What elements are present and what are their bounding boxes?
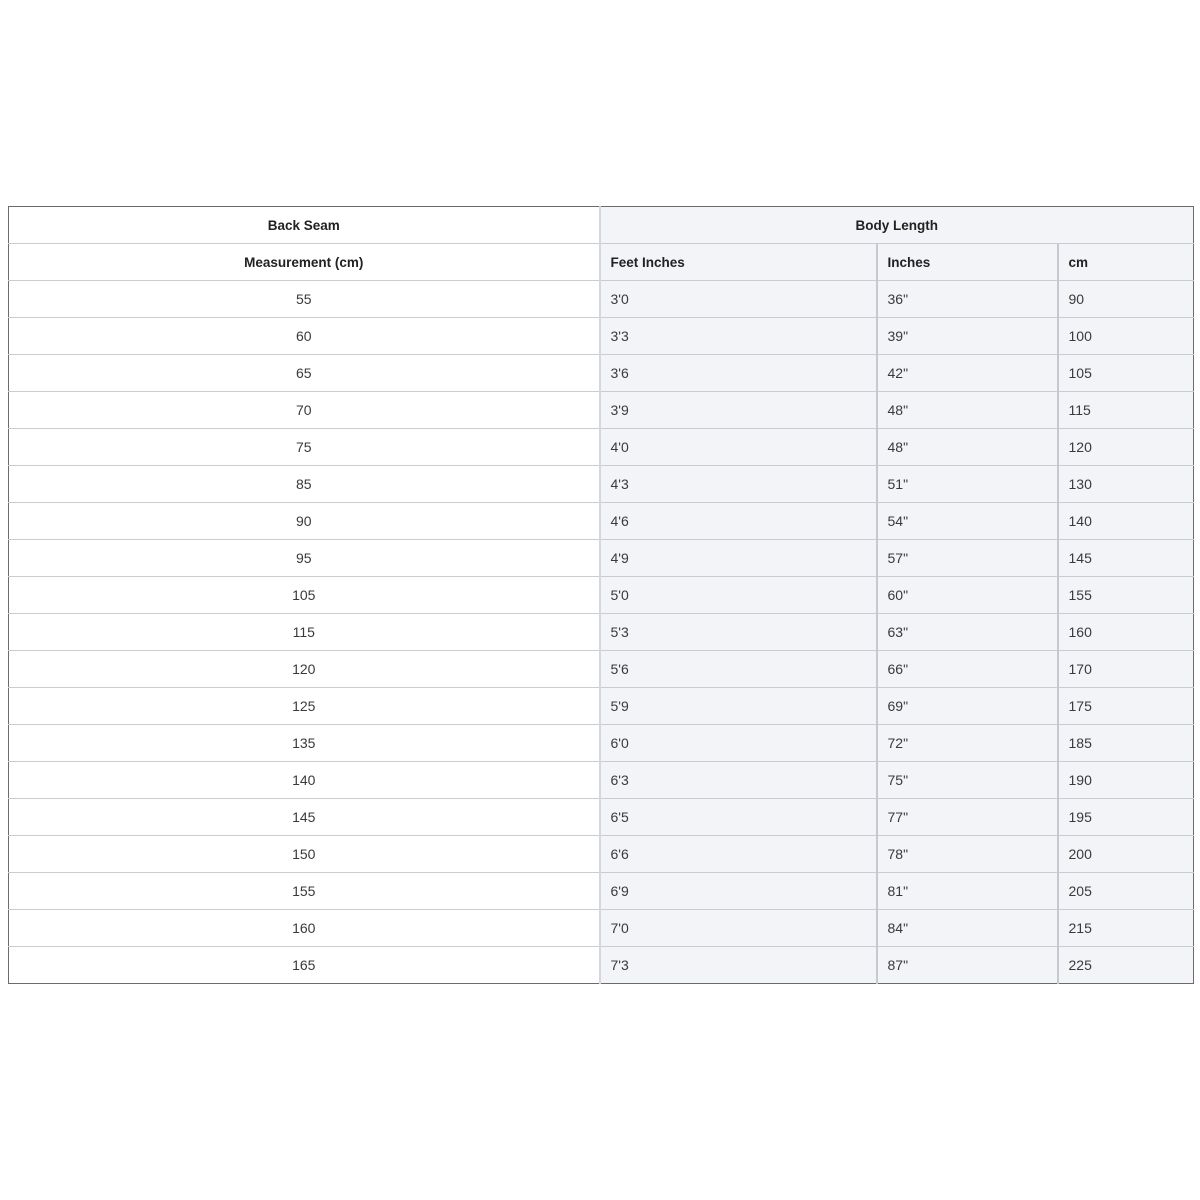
cm-cell: 205 xyxy=(1058,873,1194,910)
inches-cell: 81" xyxy=(877,873,1058,910)
back-seam-cell: 115 xyxy=(9,614,600,651)
cm-cell: 215 xyxy=(1058,910,1194,947)
inches-cell: 54" xyxy=(877,503,1058,540)
table-row xyxy=(9,725,1194,762)
back-seam-cell: 150 xyxy=(9,836,600,873)
table-row xyxy=(9,392,1194,429)
feet-inches-column-header: Feet Inches xyxy=(600,244,877,281)
inches-cell: 39" xyxy=(877,318,1058,355)
back-seam-cell: 65 xyxy=(9,355,600,392)
feet-inches-cell: 7'0 xyxy=(600,910,877,947)
inches-cell: 60" xyxy=(877,577,1058,614)
inches-cell: 63" xyxy=(877,614,1058,651)
feet-inches-cell: 4'0 xyxy=(600,429,877,466)
cm-cell: 100 xyxy=(1058,318,1194,355)
inches-cell: 51" xyxy=(877,466,1058,503)
back-seam-cell: 145 xyxy=(9,799,600,836)
back-seam-header: Back Seam xyxy=(9,207,600,244)
back-seam-cell: 75 xyxy=(9,429,600,466)
feet-inches-cell: 4'3 xyxy=(600,466,877,503)
table-row xyxy=(9,429,1194,466)
back-seam-cell: 55 xyxy=(9,281,600,318)
inches-cell: 66" xyxy=(877,651,1058,688)
inches-cell: 57" xyxy=(877,540,1058,577)
cm-cell: 175 xyxy=(1058,688,1194,725)
feet-inches-cell: 4'6 xyxy=(600,503,877,540)
table-row xyxy=(9,799,1194,836)
back-seam-cell: 160 xyxy=(9,910,600,947)
back-seam-cell: 70 xyxy=(9,392,600,429)
table-row xyxy=(9,614,1194,651)
feet-inches-cell: 6'9 xyxy=(600,873,877,910)
table-row xyxy=(9,355,1194,392)
cm-cell: 120 xyxy=(1058,429,1194,466)
feet-inches-cell: 7'3 xyxy=(600,947,877,984)
cm-cell: 155 xyxy=(1058,577,1194,614)
table-row xyxy=(9,503,1194,540)
cm-cell: 200 xyxy=(1058,836,1194,873)
inches-cell: 84" xyxy=(877,910,1058,947)
cm-cell: 130 xyxy=(1058,466,1194,503)
cm-cell: 90 xyxy=(1058,281,1194,318)
size-chart-table xyxy=(8,206,1194,984)
back-seam-cell: 125 xyxy=(9,688,600,725)
back-seam-cell: 105 xyxy=(9,577,600,614)
cm-cell: 115 xyxy=(1058,392,1194,429)
feet-inches-cell: 6'0 xyxy=(600,725,877,762)
cm-column-header: cm xyxy=(1058,244,1194,281)
cm-cell: 140 xyxy=(1058,503,1194,540)
table-row xyxy=(9,651,1194,688)
size-chart-body xyxy=(9,281,1194,984)
table-row xyxy=(9,947,1194,984)
back-seam-cell: 155 xyxy=(9,873,600,910)
table-row xyxy=(9,762,1194,799)
inches-cell: 48" xyxy=(877,392,1058,429)
feet-inches-cell: 6'5 xyxy=(600,799,877,836)
feet-inches-cell: 4'9 xyxy=(600,540,877,577)
cm-cell: 145 xyxy=(1058,540,1194,577)
feet-inches-cell: 5'6 xyxy=(600,651,877,688)
inches-cell: 72" xyxy=(877,725,1058,762)
table-row xyxy=(9,688,1194,725)
cm-cell: 170 xyxy=(1058,651,1194,688)
group-header-row xyxy=(9,207,1194,244)
table-row xyxy=(9,836,1194,873)
inches-cell: 78" xyxy=(877,836,1058,873)
back-seam-cell: 120 xyxy=(9,651,600,688)
cm-cell: 160 xyxy=(1058,614,1194,651)
back-seam-cell: 135 xyxy=(9,725,600,762)
inches-cell: 87" xyxy=(877,947,1058,984)
inches-cell: 36" xyxy=(877,281,1058,318)
back-seam-cell: 165 xyxy=(9,947,600,984)
feet-inches-cell: 3'0 xyxy=(600,281,877,318)
feet-inches-cell: 5'3 xyxy=(600,614,877,651)
table-row xyxy=(9,540,1194,577)
table-row xyxy=(9,466,1194,503)
table-row xyxy=(9,873,1194,910)
inches-cell: 42" xyxy=(877,355,1058,392)
cm-cell: 195 xyxy=(1058,799,1194,836)
table-row xyxy=(9,577,1194,614)
inches-column-header: Inches xyxy=(877,244,1058,281)
feet-inches-cell: 6'6 xyxy=(600,836,877,873)
back-seam-cell: 140 xyxy=(9,762,600,799)
cm-cell: 105 xyxy=(1058,355,1194,392)
inches-cell: 75" xyxy=(877,762,1058,799)
inches-cell: 48" xyxy=(877,429,1058,466)
feet-inches-cell: 3'9 xyxy=(600,392,877,429)
measurement-column-header: Measurement (cm) xyxy=(9,244,600,281)
cm-cell: 185 xyxy=(1058,725,1194,762)
feet-inches-cell: 5'0 xyxy=(600,577,877,614)
back-seam-cell: 85 xyxy=(9,466,600,503)
feet-inches-cell: 6'3 xyxy=(600,762,877,799)
table-row xyxy=(9,910,1194,947)
feet-inches-cell: 3'6 xyxy=(600,355,877,392)
table-row xyxy=(9,318,1194,355)
column-header-row xyxy=(9,244,1194,281)
cm-cell: 225 xyxy=(1058,947,1194,984)
feet-inches-cell: 3'3 xyxy=(600,318,877,355)
back-seam-cell: 90 xyxy=(9,503,600,540)
inches-cell: 69" xyxy=(877,688,1058,725)
inches-cell: 77" xyxy=(877,799,1058,836)
body-length-header: Body Length xyxy=(600,207,1194,244)
cm-cell: 190 xyxy=(1058,762,1194,799)
back-seam-cell: 95 xyxy=(9,540,600,577)
feet-inches-cell: 5'9 xyxy=(600,688,877,725)
back-seam-cell: 60 xyxy=(9,318,600,355)
table-row xyxy=(9,281,1194,318)
